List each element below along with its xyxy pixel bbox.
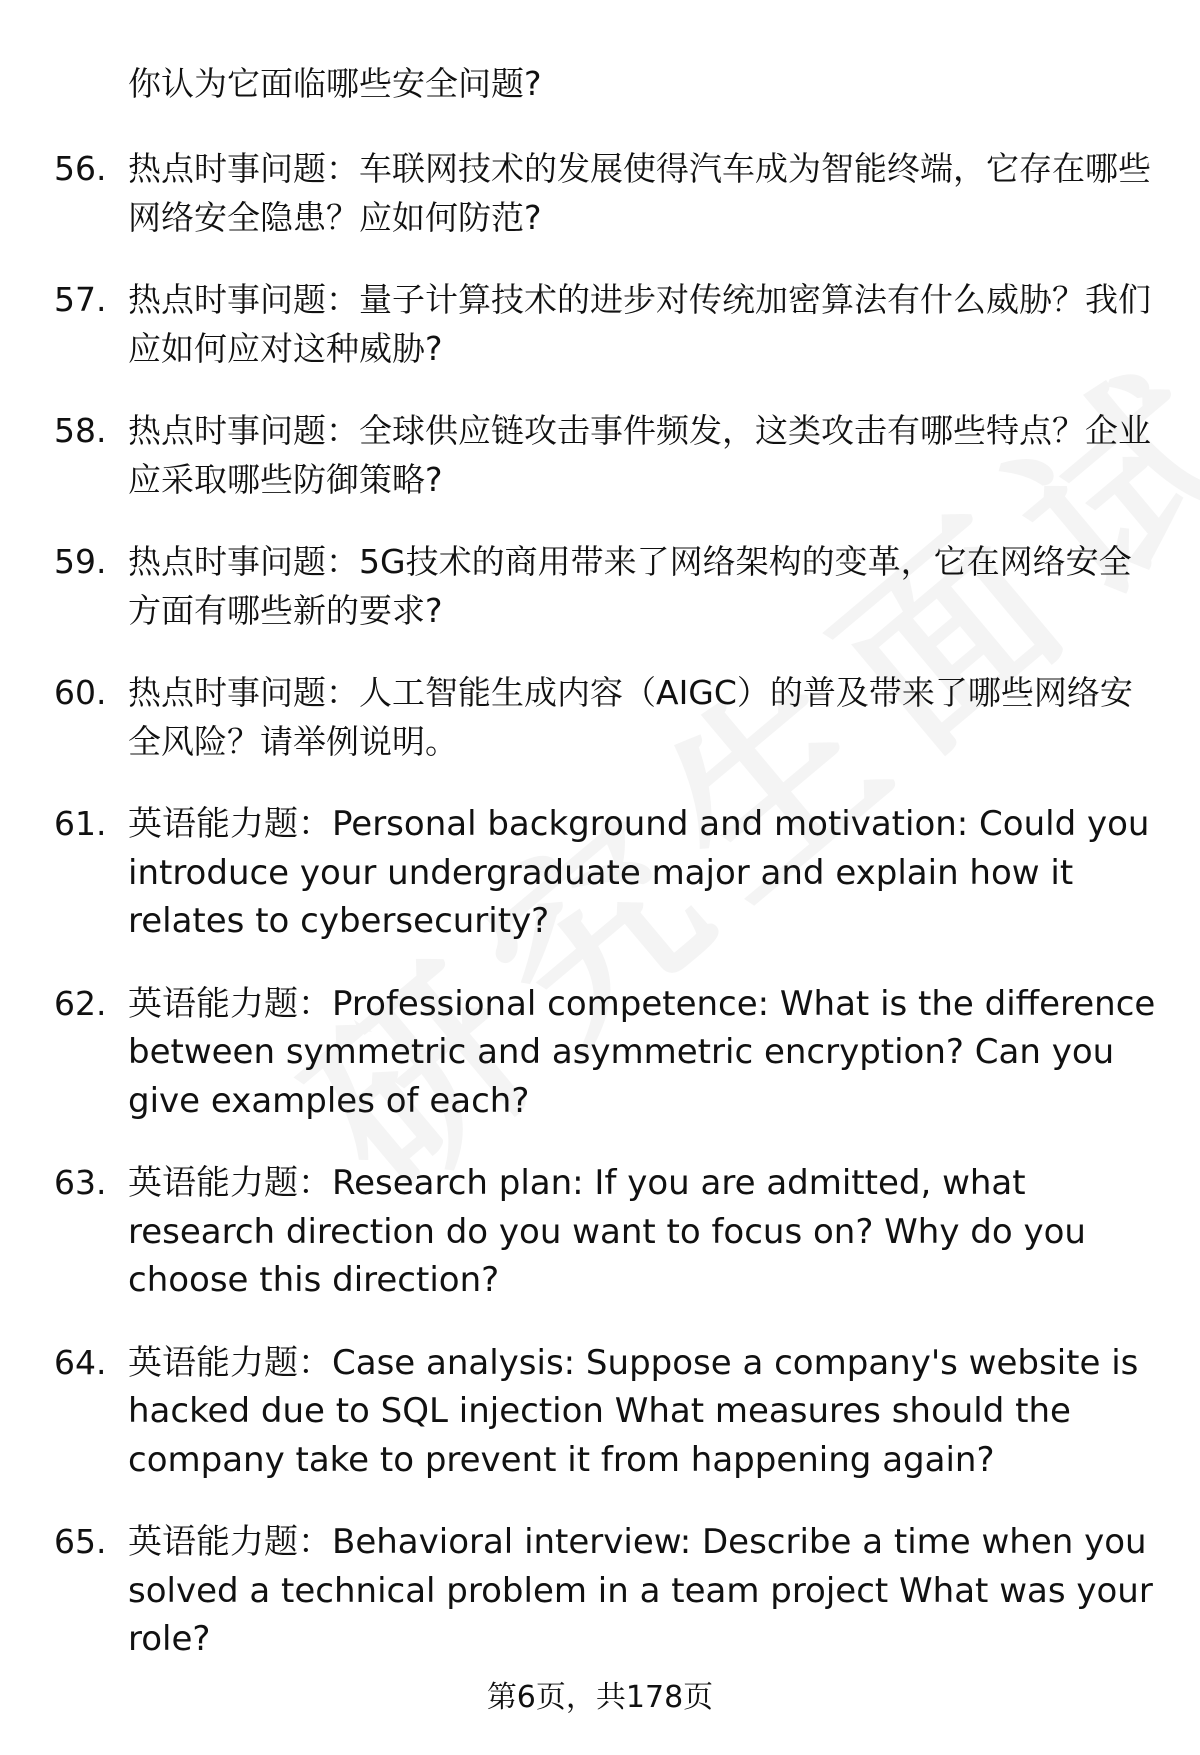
question-text: 热点时事问题：5G技术的商用带来了网络架构的变革，它在网络安全方面有哪些新的要求? — [128, 542, 1132, 630]
question-item-60 — [0, 669, 1200, 766]
question-item-56 — [0, 145, 1200, 242]
question-text: 热点时事问题：人工智能生成内容（AIGC）的普及带来了哪些网络安全风险？请举例说明。 — [128, 673, 1133, 761]
question-item-57 — [0, 276, 1200, 373]
question-text: 热点时事问题：车联网技术的发展使得汽车成为智能终端，它存在哪些网络安全隐患？应如何防范? — [128, 149, 1151, 237]
question-number: 64. — [54, 1342, 107, 1382]
question-text: 英语能力题：Case analysis: Suppose a company's website is hacked due to SQL injection What measures should the company take to prevent it from happening again? — [128, 1342, 1139, 1480]
question-text: 英语能力题：Research plan: If you are admitted, what research direction do you want to focus on? Why do you choose this direction? — [128, 1163, 1086, 1300]
continued-question-text: 你认为它面临哪些安全问题? — [128, 64, 542, 103]
question-number: 57. — [54, 280, 107, 319]
question-text: 英语能力题：Personal background and motivation: Could you introduce your undergraduate major and explain how it relates to cybersecurity? — [128, 804, 1150, 941]
question-text: 英语能力题：Behavioral interview: Describe a time when you solved a technical problem in a team project What was your role? — [128, 1522, 1153, 1659]
question-item-58 — [0, 407, 1200, 504]
question-list — [0, 145, 1200, 1698]
question-number: 63. — [54, 1163, 107, 1202]
question-number: 60. — [54, 673, 107, 712]
question-item-62 — [0, 980, 1200, 1126]
question-text: 英语能力题：Professional competence: What is the difference between symmetric and asymmetric encryption? Can you give examples of each? — [128, 983, 1156, 1121]
question-item-59 — [0, 538, 1200, 635]
question-text: 热点时事问题：量子计算技术的进步对传统加密算法有什么威胁？我们应如何应对这种威胁? — [128, 280, 1151, 368]
question-number: 61. — [54, 804, 107, 843]
question-number: 65. — [54, 1522, 107, 1561]
question-number: 59. — [54, 542, 107, 581]
question-item-63 — [0, 1159, 1200, 1305]
question-number: 62. — [54, 983, 107, 1023]
question-number: 58. — [54, 411, 107, 450]
question-item-64 — [0, 1339, 1200, 1485]
page-footer: 第6页，共178页 — [486, 1680, 714, 1715]
question-item-61 — [0, 800, 1200, 946]
question-text: 热点时事问题：全球供应链攻击事件频发，这类攻击有哪些特点？企业应采取哪些防御策略? — [128, 411, 1151, 499]
question-number: 56. — [54, 149, 107, 188]
question-item-65 — [0, 1518, 1200, 1664]
